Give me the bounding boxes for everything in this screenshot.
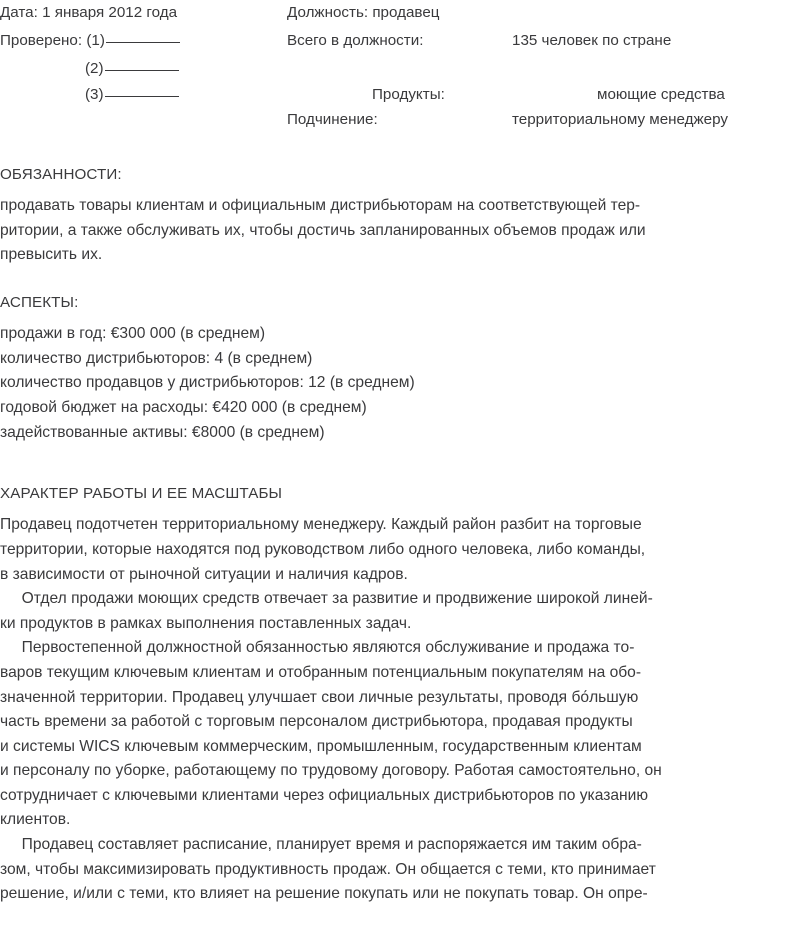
- section-nature-of-work: [0, 486, 790, 907]
- reporting-label: Подчинение:: [287, 111, 378, 128]
- nature-line: клиентов.: [0, 811, 71, 829]
- nature-spacer: [0, 501, 790, 513]
- header-row-date: [0, 5, 790, 33]
- nature-line: значенной территории. Продавец улучшает свои личные результаты, проводя бо́льшую: [0, 688, 639, 706]
- aspect-item: продажи в год: €300 000 (в среднем): [0, 325, 266, 343]
- nature-line: часть времени за работой с торговым персоналом дистрибьютора, продавая продукты: [0, 713, 633, 731]
- section-duties: [0, 167, 790, 268]
- aspect-item: количество продавцов у дистрибьюторов: 12 (в среднем): [0, 374, 415, 392]
- aspect-item: задействованные активы: €8000 (в среднем): [0, 423, 325, 441]
- duties-line: продавать товары клиентам и официальным дистрибьюторам на соответствующей тер-: [0, 197, 641, 215]
- products-value: моющие средства: [597, 86, 725, 103]
- nature-paragraph-3: [0, 636, 790, 833]
- checked-line-1: [0, 33, 287, 48]
- nature-line: ки продуктов в рамках выполнения поставленных задач.: [0, 614, 412, 632]
- checked-line-2: [0, 61, 372, 76]
- nature-line: сотрудничает с ключевыми клиентами через официальных дистрибьюторов по указанию: [0, 786, 649, 804]
- aspect-item: количество дистрибьюторов: 4 (в среднем): [0, 349, 313, 367]
- aspects-heading: АСПЕКТЫ:: [0, 293, 79, 311]
- header-row-checked-2: [0, 61, 790, 87]
- aspect-item: годовой бюджет на расходы: €420 000 (в среднем): [0, 398, 367, 416]
- check-item-3-blank[interactable]: [105, 96, 179, 97]
- aspects-list: [0, 322, 790, 445]
- reporting-value: территориальному менеджеру: [512, 111, 728, 128]
- duties-body: [0, 194, 790, 268]
- nature-line: Первостепенной должностной обязанностью являются обслуживание и продажа то-: [0, 639, 635, 657]
- nature-line: решение, и/или с теми, кто влияет на решение покупать или не покупать товар. Он опре-: [0, 885, 648, 903]
- check-item-3-number: (3): [85, 86, 104, 103]
- header-row-reporting: [0, 112, 790, 137]
- nature-line: Отдел продажи моющих средств отвечает за развитие и продвижение широкой линей-: [0, 590, 653, 608]
- position-text: Должность: продавец: [287, 4, 440, 21]
- header-row-checked-3: [0, 87, 790, 112]
- nature-line: зом, чтобы максимизировать продуктивность продаж. Он общается с теми, кто принимает: [0, 860, 656, 878]
- nature-line: варов текущим ключевым клиентам и отобранным потенциальным покупателям на обо-: [0, 663, 642, 681]
- nature-paragraph-2: [0, 587, 790, 636]
- check-item-1-number: (1): [86, 32, 105, 49]
- nature-line: и системы WICS ключевым коммерческим, промышленным, государственным клиентам: [0, 737, 642, 755]
- duties-spacer: [0, 182, 790, 194]
- duties-heading: ОБЯЗАННОСТИ:: [0, 166, 122, 183]
- check-item-2-blank[interactable]: [105, 70, 179, 71]
- nature-line: Продавец подотчетен территориальному менеджеру. Каждый район разбит на торговые: [0, 516, 642, 534]
- total-in-position-label: Всего в должности:: [287, 32, 424, 49]
- header-row-checked-1: [0, 33, 790, 61]
- nature-paragraph-4: [0, 833, 790, 907]
- products-label: Продукты:: [372, 86, 445, 103]
- nature-line: и персоналу по уборке, работающему по трудовому договору. Работая самостоятельно, он: [0, 762, 662, 780]
- document-header: [0, 0, 790, 137]
- nature-paragraph-1: [0, 513, 790, 587]
- nature-line: в зависимости от рыночной ситуации и наличия кадров.: [0, 565, 408, 583]
- nature-line: территории, которые находятся под руководством либо одного человека, либо команды,: [0, 540, 646, 558]
- checked-label: Проверено:: [0, 32, 83, 49]
- check-item-2-number: (2): [85, 60, 104, 77]
- duties-line: превысить их.: [0, 246, 103, 264]
- total-in-position-value: 135 человек по стране: [512, 32, 672, 49]
- nature-line: Продавец составляет расписание, планирует время и распоряжается им таким обра-: [0, 836, 642, 854]
- date-text: Дата: 1 января 2012 года: [0, 4, 178, 21]
- section-aspects: [0, 295, 790, 445]
- duties-line: ритории, а также обслуживать их, чтобы достичь запланированных объемов продаж или: [0, 221, 646, 239]
- aspects-spacer: [0, 310, 790, 322]
- checked-line-3: [0, 87, 372, 102]
- nature-heading: ХАРАКТЕР РАБОТЫ И ЕЕ МАСШТАБЫ: [0, 485, 283, 503]
- check-item-1-blank[interactable]: [106, 42, 180, 43]
